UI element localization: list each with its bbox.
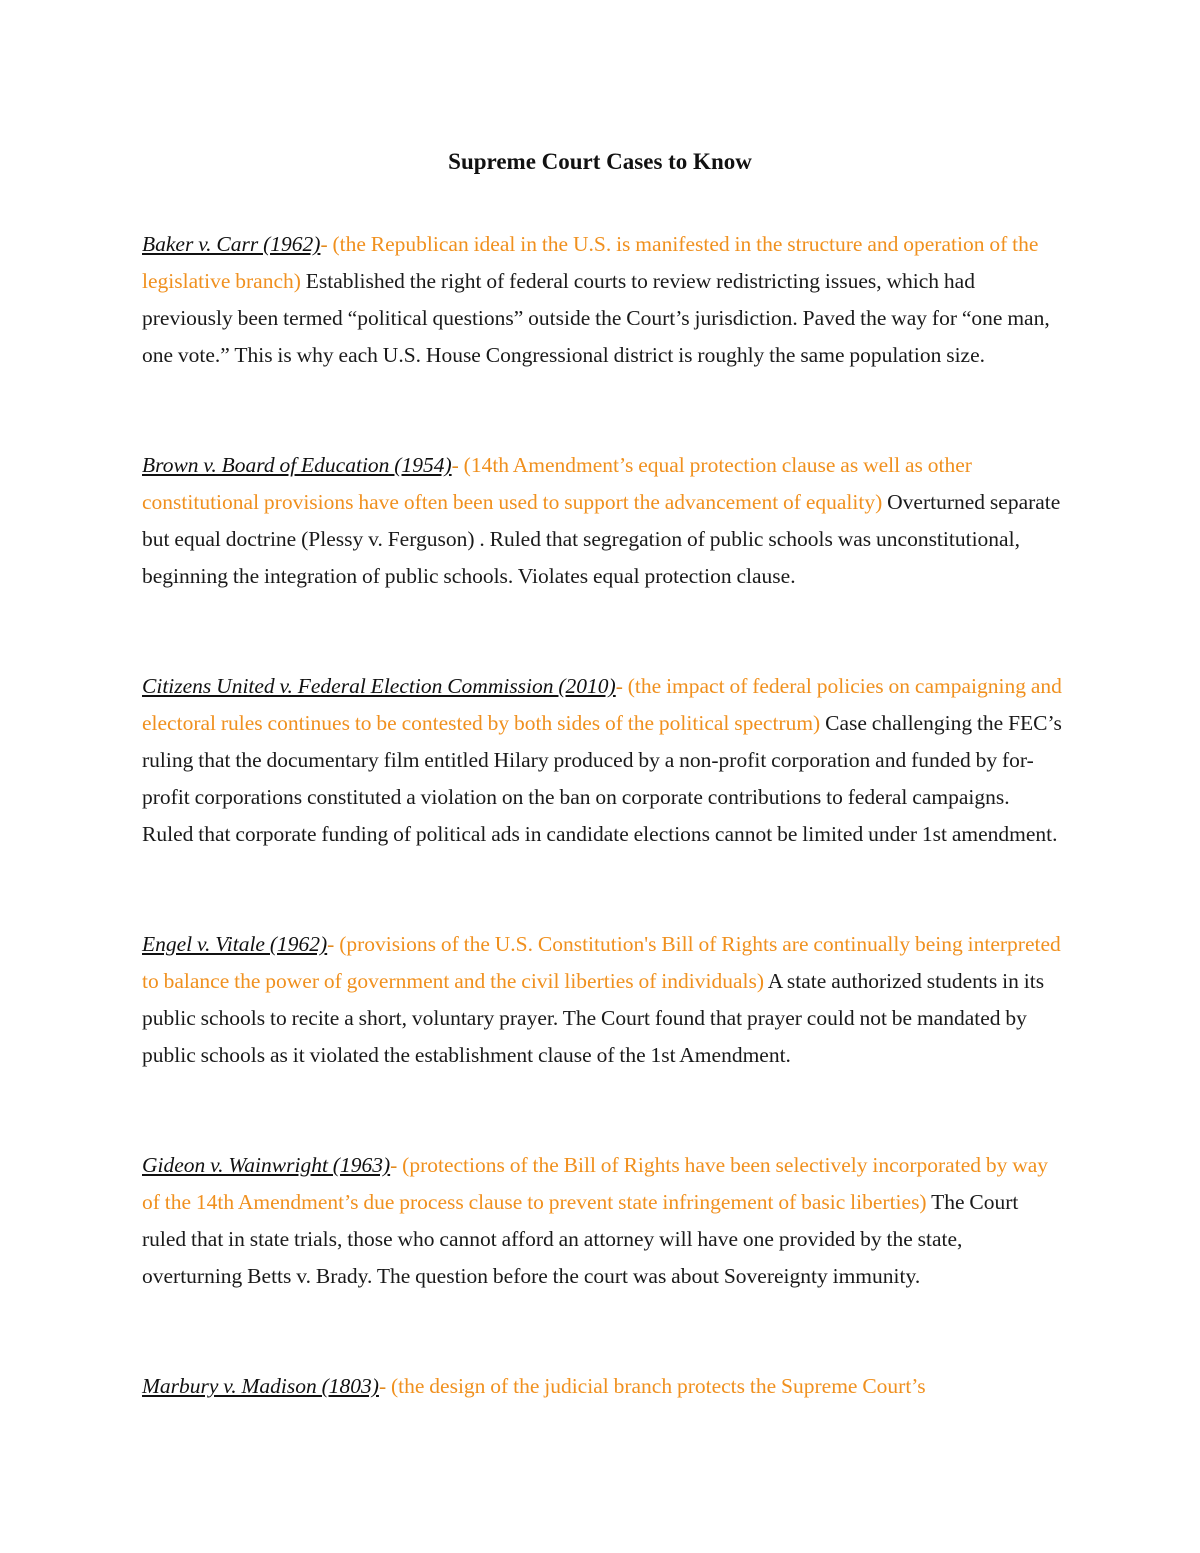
case-separator: - [327, 932, 340, 956]
case-entry-baker [142, 226, 1062, 374]
case-entry-engel [142, 926, 1062, 1074]
case-description: Case challenging the FEC’s ruling that the documentary film entitled Hilary produced by a non-profit corporation and funded by for-profit corporations constituted a violation on the ban on corporate contributions to federal campaigns. Ruled that corporate funding of political ads in candidate elections cannot be limited under 1st amendment. [142, 711, 1062, 846]
case-name: Brown v. Board of Education (1954) [142, 453, 452, 477]
case-theme: (protections of the Bill of Rights have been selectively incorporated by way of the 14th Amendment’s due process clause to prevent state infringement of basic liberties) [142, 1153, 1049, 1214]
case-separator: - [615, 674, 628, 698]
case-separator: - [451, 453, 464, 477]
case-separator: - [390, 1153, 403, 1177]
case-separator: - [320, 232, 333, 256]
case-description: Overturned separate but equal doctrine (Plessy v. Ferguson) . Ruled that segregation of public schools was unconstitutional, beginning the integration of public schools. Violates equal protection clause. [142, 490, 1061, 588]
case-entry-gideon [142, 1147, 1062, 1295]
case-separator: - [378, 1374, 391, 1398]
case-entry-brown [142, 447, 1062, 595]
case-entry-marbury [142, 1368, 1062, 1405]
case-description: A state authorized students in its public schools to recite a short, voluntary prayer. The Court found that prayer could not be mandated by public schools as it violated the establishment clause of the 1st Amendment. [142, 969, 1045, 1067]
case-theme: (the Republican ideal in the U.S. is manifested in the structure and operation of the legislative branch) [142, 232, 1039, 293]
case-entry-citizens-united [142, 668, 1062, 853]
case-name: Citizens United v. Federal Election Commission (2010) [142, 674, 616, 698]
page-title: Supreme Court Cases to Know [448, 149, 752, 174]
case-theme: (14th Amendment’s equal protection clause as well as other constitutional provisions have often been used to support the advancement of equality) [142, 453, 972, 514]
case-theme: (provisions of the U.S. Constitution's Bill of Rights are continually being interpreted to balance the power of government and the civil liberties of individuals) [142, 932, 1061, 993]
case-description: The Court ruled that in state trials, those who cannot afford an attorney will have one provided by the state, overturning Betts v. Brady. The question before the court was about Sovereignty immunity. [142, 1190, 1019, 1288]
case-name: Gideon v. Wainwright (1963) [142, 1153, 391, 1177]
case-name: Baker v. Carr (1962) [142, 232, 321, 256]
case-name: Engel v. Vitale (1962) [142, 932, 328, 956]
case-theme: (the design of the judicial branch protects the Supreme Court’s [391, 1374, 926, 1398]
case-description: Established the right of federal courts to review redistricting issues, which had previously been termed “political questions” outside the Court’s jurisdiction. Paved the way for “one man, one vote.” This is why each U.S. House Congressional district is roughly the same population size. [142, 269, 1050, 367]
case-name: Marbury v. Madison (1803) [142, 1374, 379, 1398]
case-theme: (the impact of federal policies on campaigning and electoral rules continues to be contested by both sides of the political spectrum) [142, 674, 1062, 735]
